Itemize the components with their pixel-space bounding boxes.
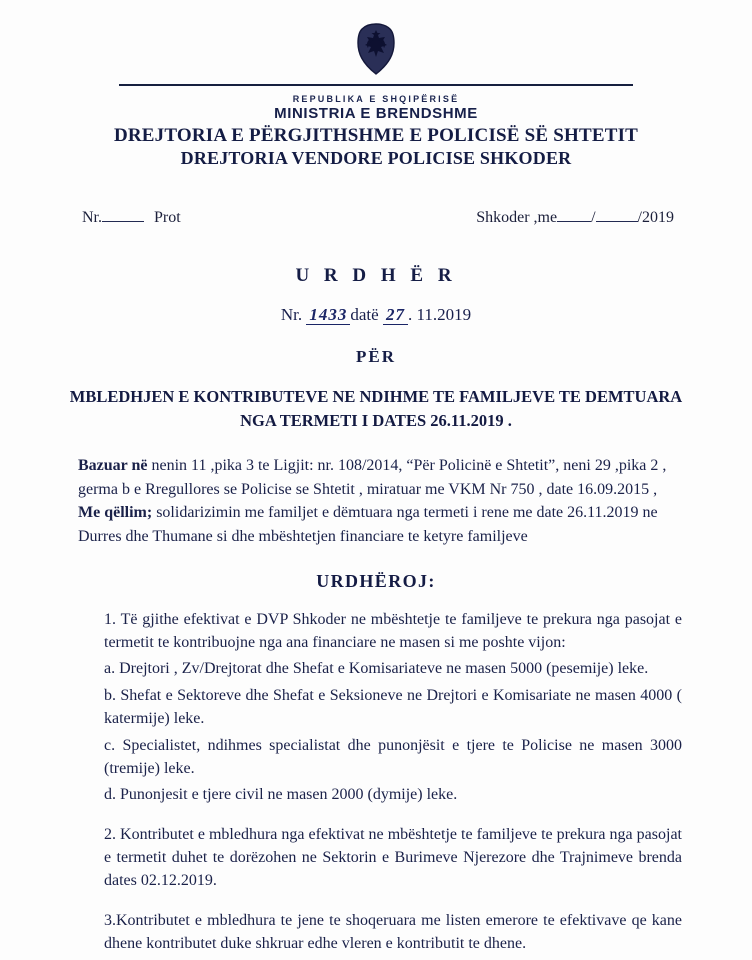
page-title: U R D H Ë R [295, 265, 457, 286]
nr-label: Nr. [82, 209, 102, 226]
order-number-handwritten: 1433 [306, 305, 350, 325]
clause-1: 1. Të gjithe efektivat e DVP Shkoder ne mbështetje te familjeve te prekura nga pasojat e termetit te kontribuojne nga ana financiare ne masen si me poshte vijon: [104, 610, 682, 652]
per-heading: PËR [356, 347, 396, 366]
letterhead [26, 0, 726, 169]
subject-line-1: MBLEDHJEN E KONTRIBUTEVE NE NDIHME TE FAMILJEVE TE DEMTUARA [69, 387, 683, 406]
basis-rest-1: nenin 11 ,pika 3 te Ligjit: nr. 108/2014, “Për Policinë e Shtetit”, neni 29 ,pika 2 , [147, 456, 667, 474]
place-label: Shkoder ,me [476, 209, 558, 226]
basis-line-1 [78, 455, 682, 478]
directorate-local-line: DREJTORIA VENDORE POLICISE SHKODER [180, 148, 572, 168]
order-day-handwritten: 27 [383, 305, 408, 325]
basis-bold-3: Me qëllim; [78, 504, 153, 522]
date-separator: / [591, 209, 596, 226]
subject-block [66, 385, 686, 433]
ministry-line: MINISTRIA E BRENDSHME [274, 105, 478, 122]
protocol-number-field [82, 209, 181, 227]
order-number-line [26, 305, 726, 325]
basis-line-4: Durres dhe Thumane si dhe mbështetjen financiare te ketyre familjeve [78, 528, 528, 545]
republic-line: REPUBLIKA E SHQIPËRISË [292, 94, 460, 104]
clause-1a: a. Drejtori , Zv/Drejtorat dhe Shefat e Komisariateve ne masen 5000 (pesemije) leke. [104, 660, 649, 678]
basis-line-3 [78, 502, 682, 525]
clause-2: 2. Kontributet e mbledhura nga efektivat ne mbështetje te familjeve te prekura nga pasojat e termetit duhet te dorëzohen ne Sektorin e Burimeve Njerezore dhe Trajnimeve brenda dates 02.12.2019. [104, 825, 682, 890]
header-divider [26, 78, 726, 92]
nr-blank [102, 221, 144, 222]
clause-1c: c. Specialistet, ndihmes specialistat dhe punonjësit e tjere te Policise ne masen 3000 (tremije) leke. [104, 736, 682, 777]
subject-line-2: NGA TERMETI I DATES 26.11.2019 . [240, 410, 512, 430]
clause-1b: b. Shefat e Sektoreve dhe Shefat e Seksioneve ne Drejtori e Komisariate ne masen 4000 ( katermije) leke. [104, 686, 682, 728]
month-blank [596, 221, 638, 222]
reference-line [26, 209, 726, 227]
legal-basis-block [26, 455, 726, 549]
basis-bold-1: Bazuar në [78, 456, 148, 474]
clauses-block [26, 608, 726, 956]
basis-line-2: germa b e Rregullores se Policise se Shtetit , miratuar me VKM Nr 750 , date 16.09.2015 , [78, 480, 658, 498]
albanian-double-headed-eagle-emblem [353, 22, 399, 76]
clause-1d: d. Punonjesit e tjere civil ne masen 2000 (dymije) leke. [104, 786, 458, 804]
order-month-year: . 11.2019 [407, 305, 472, 324]
basis-rest-3: solidarizimin me familjet e dëmtuara nga termeti i rene me date 26.11.2019 ne [152, 504, 658, 522]
order-verb-heading: URDHËROJ: [316, 570, 436, 591]
place-date-field [476, 209, 674, 227]
year-label: /2019 [637, 209, 674, 226]
order-number-prefix: Nr. [280, 305, 303, 324]
day-blank [557, 221, 591, 222]
directorate-general-line: DREJTORIA E PËRGJITHSHME E POLICISË SË SHTETIT [113, 125, 639, 146]
prot-label: Prot [154, 209, 181, 226]
clause-3: 3.Kontributet e mbledhura te jene te shoqeruara me listen emerore te efektivave qe kane dhene kontributet duke shkruar edhe vleren e kontributit te dhene. [104, 911, 682, 953]
order-date-label: datë [350, 305, 379, 324]
